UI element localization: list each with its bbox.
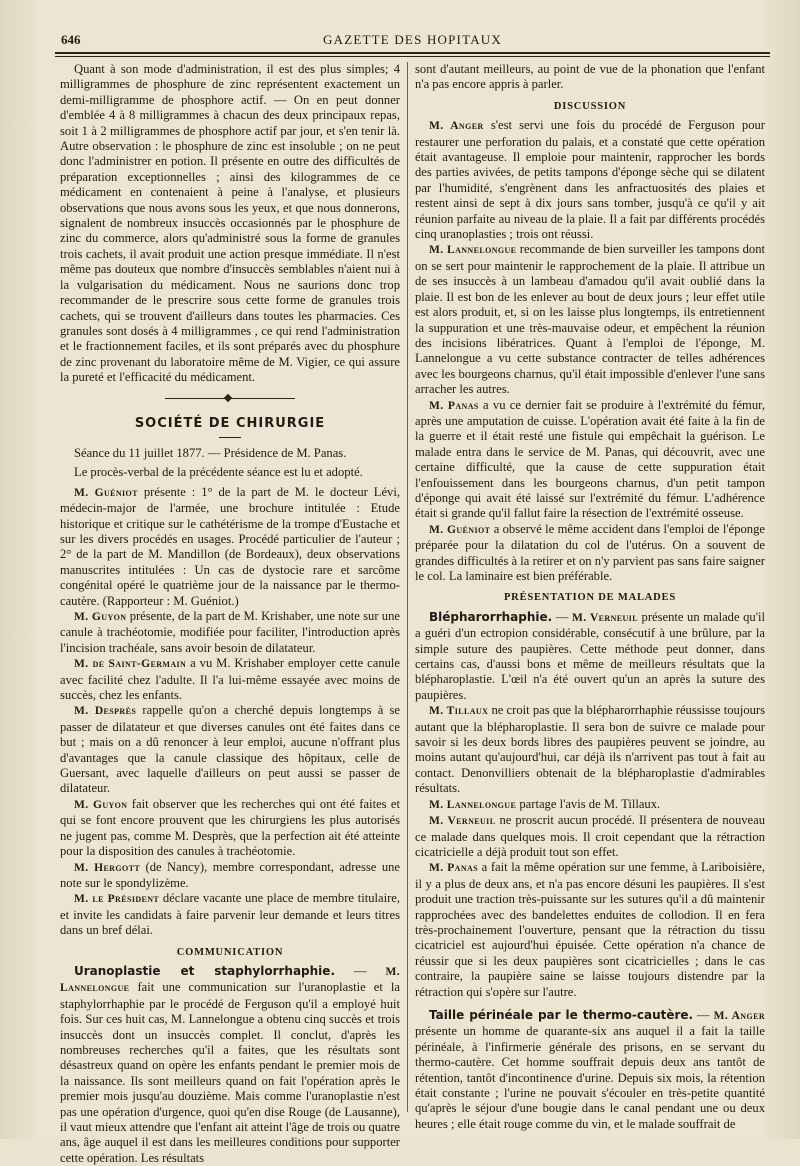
entry-text: présente un malade qu'il a guéri d'un ectropion considérable, consécutif à une brûlure, par la simple suture des paupières. Cette méthode peut donner, dans certains cas, d'aussi bons et même de meilleurs résultats que la blépharoplastie. L'œil n'a été ouvert qu'un an après la suture des paupières. <box>415 609 765 702</box>
speaker-name: M. Desprès <box>74 705 137 718</box>
title-underline <box>219 437 241 438</box>
topic-lead: Blépharorrhaphie. <box>429 609 553 624</box>
entry-text: fait une communication sur l'uranoplastie et la staphylorrhaphie par le procédé de Ferguson qu'il a employé huit fois. Sur ces huit cas, M. Lannelongue a obtenu cinq succès et trois insuccès dont un insuccès complet. Il conclut, d'après les nombreuses recherches qu'il a faites, que les résultats sont désastreux quand on opère les enfants pendant le premier mois de la naissance. Ils sont meilleurs quand on fait l'opération après le premier mois jusqu'au douzième. Mais comme l'uranoplastie n'est pas une opération d'urgence, quoi qu'en dise Rouge (de Lausanne), il vaut mieux attendre que l'enfant ait atteint l'âge de trois ou quatre ans, âge auquel il est dans les meilleures conditions pour supporter cette opération. Les résultats <box>60 980 400 1165</box>
entry-gueniot-2 <box>415 522 765 585</box>
speaker-name: M. de Saint-Germain <box>74 658 187 671</box>
speaker-name: M. Anger <box>713 1009 766 1022</box>
speaker-name: M. Lannelongue <box>429 244 517 257</box>
entry-text: rappelle qu'on a cherché depuis longtemps à se passer de dilatateur et que diverses canules ont été faites dans ce but ; mais on a dû renoncer à leur emploi, aucune n'offrant plus d'avantages que la canule classique des hôpitaux, celle de Guersant, avec laquelle d'ailleurs on peut aussi se passer de dilatateur. <box>60 703 400 796</box>
speaker-name: M. Lannelongue <box>60 965 400 995</box>
continued-paragraph: sont d'autant meilleurs, au point de vue de la phonation que l'enfant n'a pas encore appris à parler. <box>415 62 765 92</box>
entry-text: a fait la même opération sur une femme, à Lariboisière, il y a plus de deux ans, et n'a pas encore désuni les paupières. Il s'est produit une traction très-puissante sur les sutures qu'il a dû maintenir rapprochées avec des bandelettes enduites de collodion. Il en fera très-prochainement l'ouverture, pensant que la rétraction du tissu cicatriciel est aujourd'hui épuisée. Cette opération n'a chance de réussir que si les deux paupières sont cicatricielles ; dans le cas contraire, la paupière saine se laisse toujours distendre par la rétraction qui s'opère sur l'autre. <box>415 860 765 999</box>
column-separator <box>407 62 408 1112</box>
entry-text: a observé le même accident dans l'emploi de l'éponge préparée pour la dilatation du col de l'utérus. On a souvent de grandes difficultés à la retirer et on n'y parvient pas sans faire saigner le col. La laminaire est bien préférable. <box>415 521 765 583</box>
entry-verneuil <box>415 813 765 860</box>
speaker-name: M. Guyon <box>74 798 128 811</box>
entry-uranoplastie: Uranoplastie et staphylorrhaphie. — M. Lannelongue fait une communication sur l'uranoplastie et la staphylorrhaphie par le procédé de Ferguson qu'il a employé huit fois. Sur ces huit cas, M. Lannelongue a obtenu cinq succès et trois insuccès dont un insuccès complet. Il conclut, d'après les nombreuses recherches qu'il a faites, que les résultats sont désastreux quand on opère les enfants pendant le premier mois de la naissance. Ils sont meilleurs quand on fait l'opération après le premier mois jusqu'au douzième. Mais comme l'uranoplastie n'est pas une opération d'urgence, quoi qu'en dise Rouge (de Lausanne), il vaut mieux attendre que l'enfant ait atteint l'âge de trois ou quatre ans, âge auquel il est dans les meilleures conditions pour supporter cette opération. Les résultats <box>60 963 400 1165</box>
communication-heading: COMMUNICATION <box>176 946 284 958</box>
section-title: SOCIÉTÉ DE CHIRURGIE <box>134 415 326 431</box>
speaker-name: M. Guéniot <box>429 523 491 536</box>
speaker-name: M. Lannelongue <box>429 798 517 811</box>
entry-guyon <box>60 609 400 656</box>
entry-blepharorrhaphie: Blépharorrhaphie. — M. Verneuil présente un malade qu'il a guéri d'un ectropion considérable, consécutif à une brûlure, par la simple suture des paupières. Cette méthode peut donner, dans certains cas, d'aussi bons et même de meilleurs résultats que la blépharoplastie. L'œil n'a été ouvert qu'un an après la suture des paupières. <box>415 609 765 702</box>
presentation-heading: PRÉSENTATION DE MALADES <box>503 592 677 604</box>
proces-verbal: Le procès-verbal de la précédente séance est lu et adopté. <box>74 465 363 480</box>
entry-taille: Taille périnéale par le thermo-cautère. — M. Anger présente un homme de quarante-six ans auquel il a fait la taille périnéale, à l'infirmerie générale des prisons, en se servant du thermo-cautère. Cet homme souffrait depuis deux ans tantôt de rétention, tantôt d'incontinence d'urine. Depuis six mois, la rétention était constante ; l'urine ne pouvait s'écouler en très-petite quantité qu'après le séjour d'une bougie dans le canal pendant une ou deux heures ; elle était rouge comme du vin, et le malade souffrait de <box>415 1007 766 1131</box>
page-header <box>55 30 770 54</box>
entry-text: présente, de la part de M. Krishaber, une note sur une canule à trachéotomie, modifiée pour faciliter, l'introduction après l'incision trachéale, sans avoir besoin de dilatateur. <box>60 609 400 655</box>
entry-text: présente : 1° de la part de M. le docteur Lévi, médecin-major de l'armée, une brochure intitulée : Etude historique et critique sur le cathétérisme de la trompe d'Eustache et sur les divers procédés en usages. Procédé particulier de l'auteur ; 2° de la part de M. Mandillon (de Bordeaux), deux observations manuscrites intitulées : Un cas de dystocie rare et sarcôme congénital opéré le quatrième jour de la naissance par le thermo-cautère. (Rapporteur : M. Guéniot.) <box>60 484 400 608</box>
entry-text: présente un homme de quarante-six ans auquel il a fait la taille périnéale, à l'infirmerie générale des prisons, en se servant du thermo-cautère. Cet homme souffrait depuis deux ans tantôt de rétention, tantôt d'incontinence d'urine. Depuis six mois, la rétention était constante ; l'urine ne pouvait s'écouler en très-petite quantité qu'après le séjour d'une bougie dans le canal pendant une ou deux heures ; elle était rouge comme du vin, et le malade souffrait de <box>415 1024 765 1131</box>
speaker-name: M. Tillaux <box>429 705 489 718</box>
header-rule <box>55 52 770 54</box>
article-paragraph: Quant à son mode d'administration, il est des plus simples; 4 milligrammes de phosphure de zinc représentent exactement un demi-milligramme de phosphore actif. — On en peut donner d'emblée 4 à 8 milligrammes à chacun des deux principaux repas, soit 1 à 2 milligrammes de phosphore actif par jour, et s'en tenir là. Autre observation : le phosphure de zinc est insoluble ; on ne peut donc l'administrer en potion. Il présente en outre des difficultés de préparation exceptionnelles ; ainsi des kilogrammes de ce médicament en contenaient à peine à l'analyse, et plusieurs observations que nous avons sous les yeux, et que nous donnerons, signalent de nombreux insuccès occasionnés par le phosphure de zinc du commerce, alors qu'administré sous la forme de granules trois cachets, il avait produit une action presque immédiate. Il n'est même pas douteux que nombre d'insuccès semblables n'aient nui à la vulgarisation du médicament. Nous ne saurions donc trop recommander de le prescrire sous cette forme de granules trois cachets, qui se trouvent d'ailleurs dans toutes les pharmacies. Ces granules sont dosés à 4 milligrammes , ce qui rend l'administration et le fractionnement faciles, et ils sont préparés avec du phosphure de zinc provenant du laboratoire même de M. Vigier, ce qui assure la pureté et l'efficacité du médicament. <box>60 62 400 385</box>
entry-despres <box>60 703 400 796</box>
entry-text: ne proscrit aucun procédé. Il présentera de nouveau ce malade dans quelques mois. Il croit cependant que la rétraction cicatricielle a déjà produit tout son effet. <box>415 813 766 859</box>
entry-saint-germain <box>60 656 400 703</box>
entry-text: ne croit pas que la blépharorrhaphie réussisse toujours autant que la blépharoplastie. Il sera bon de suivre ce malade pour savoir si les deux bords libres des paupières peuvent se joindre, au moins autant qu'aujourd'hui, car déjà ils n'arrivent pas tout à fait au contact. Denonvilliers obtenait de la blépharoplastie d'admirables résultats. <box>415 703 766 796</box>
speaker-name: M. Guyon <box>74 611 127 623</box>
entry-text: fait observer que les recherches qui ont été faites et qui se font encore prouvent que les chirurgiens les plus autorisés ne jugent pas, comme M. Desprès, que la perfection ait été atteinte pour la disposition des canules à trachéotomie. <box>60 796 400 859</box>
left-column <box>60 62 400 1166</box>
entry-tillaux <box>415 703 765 796</box>
page-number: 646 <box>61 32 81 47</box>
section-divider <box>165 396 295 402</box>
entry-guyon-2 <box>60 797 400 860</box>
entry-anger <box>415 118 765 242</box>
speaker-name: M. Panas <box>429 399 479 412</box>
journal-title: GAZETTE DES HOPITAUX <box>323 32 502 47</box>
topic-lead: Taille périnéale par le thermo-cautère. <box>429 1007 694 1022</box>
seance-line: Séance du 11 juillet 1877. — Présidence de M. Panas. <box>74 445 347 460</box>
diamond-ornament-icon <box>224 393 232 401</box>
entry-text: s'est servi une fois du procédé de Ferguson pour restaurer une perforation du palais, et a constaté que cette opération était avantageuse. Il emploie pour maintenir, rapprocher les bords des parties avivées, de petits tampons d'éponge sèche qui se dilatent par l'humidité, s'engrènent dans les anfractuosités des plaies et restent ainsi de sept à dix jours sans tomber, jusqu'à ce qu'il y ait réunion parfaite au niveau de la plaie. Il a fait par différents procédés cinq uranoplasties ; trois ont réussi. <box>415 118 766 242</box>
header-rule-thin <box>55 56 770 57</box>
entry-panas-2 <box>415 860 765 1000</box>
entry-lannelongue <box>415 242 765 397</box>
speaker-name: M. le Président <box>74 893 160 906</box>
entry-panas <box>415 398 765 522</box>
entry-text: (de Nancy), membre correspondant, adresse une note sur le spondylizème. <box>60 859 401 890</box>
speaker-name: M. Panas <box>429 862 479 875</box>
entry-president <box>60 891 400 938</box>
speaker-name: M. Verneuil <box>429 815 496 828</box>
discussion-heading: DISCUSSION <box>553 100 627 112</box>
right-column <box>415 62 765 1132</box>
entry-lannelongue-2 <box>415 797 765 813</box>
entry-text: recommande de bien surveiller les tampons dont on se sert pour maintenir le rapprochement de la plaie. Il attribue un de ses insuccès à un lambeau d'amadou qu'il avait oublié dans la plaie. Il est bon de les enlever au bout de deux jours ; leur effet utile est alors produit, et, si on les laisse plus longtemps, ils entretiennent la suppuration et une très-mauvaise odeur, et empêchent la réunion des incisions libératrices. Quant à l'emploi de l'éponge, M. Lannelongue a vu cette substance contracter de telles adhérences avec les bourgeons charnus, qu'il était impossible d'enlever l'une sans arracher les autres. <box>415 242 765 397</box>
speaker-name: M. Hergott <box>74 861 141 874</box>
entry-text: partage l'avis de M. Tillaux. <box>519 796 661 811</box>
speaker-name: M. Verneuil <box>571 611 638 624</box>
speaker-name: M. Anger <box>429 120 484 133</box>
entry-text: a vu M. Krishaber employer cette canule avec facilité chez l'adulte. Il l'a lui-même essayée avec moins de succès, chez les enfants. <box>60 656 401 703</box>
entry-hergott <box>60 860 400 892</box>
entry-text: a vu ce dernier fait se produire à l'extrémité du fémur, après une amputation de cuisse. L'opération avait été faite à la fin de la guerre et il était resté une fistule qui empêchait la guérison. Le malade entra dans le service de M. Panas, qui découvrit, avec une certaine difficulté, que la cause de cette suppuration était l'enfouissement dans les bourgeons charnus, d'un petit tampon d'éponge qui avait été laissé sur l'extrémité du fémur. L'adhérence était si grande qu'il fallut faire la résection de l'extrémité osseuse. <box>415 397 765 521</box>
entry-gueniot <box>60 485 400 609</box>
topic-lead: Uranoplastie et staphylorrhaphie. <box>74 963 335 978</box>
entry-text: déclare vacante une place de membre titulaire, et invite les candidats à faire parvenir leur demande et leurs titres dans un bref délai. <box>60 891 401 938</box>
speaker-name: M. Guéniot <box>74 486 138 499</box>
